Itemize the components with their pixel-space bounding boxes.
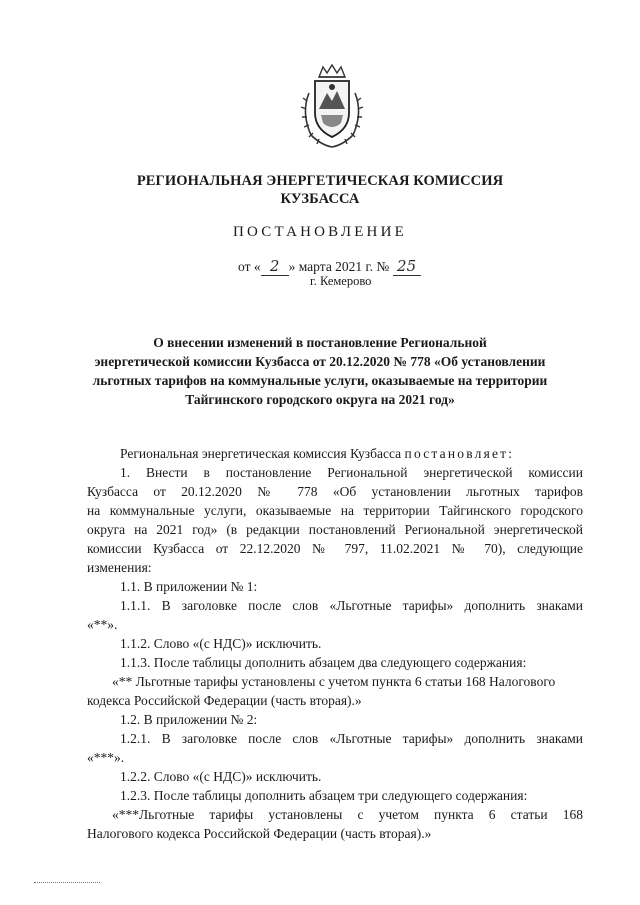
paragraph-1-line-6: изменения: bbox=[87, 560, 152, 575]
paragraph-1-1-1-line-2: «**». bbox=[87, 617, 118, 632]
intro-text: Региональная энергетическая комиссия Кузбасса bbox=[120, 446, 402, 461]
paragraph-1-2-1-line-1: 1.2.1. В заголовке после слов «Льготные тарифы» дополнить знаками bbox=[120, 731, 583, 746]
date-day-handwritten: 2 bbox=[261, 257, 289, 276]
document-title-line-2: энергетической комиссии Кузбасса от 20.12.2020 № 778 «Об установлении bbox=[94, 354, 546, 369]
kuzbass-coat-of-arms-icon bbox=[297, 63, 367, 149]
paragraph-1-2-1-line-2: «***». bbox=[87, 750, 125, 765]
document-type: ПОСТАНОВЛЕНИЕ bbox=[233, 224, 407, 240]
quote-2-line-1: «***Льготные тарифы установлены с учетом пункта 6 статьи 168 bbox=[112, 807, 583, 822]
date-prefix: от « bbox=[238, 259, 261, 274]
paragraph-1-2-3: 1.2.3. После таблицы дополнить абзацем три следующего содержания: bbox=[120, 788, 528, 803]
quote-1-line-2: кодекса Российской Федерации (часть вторая).» bbox=[87, 693, 362, 708]
document-title-line-4: Тайгинского городского округа на 2021 год» bbox=[185, 392, 455, 407]
paragraph-1-line-2: Кузбасса от 20.12.2020 № 778 «Об установлении льготных тарифов bbox=[87, 484, 583, 499]
paragraph-1-1: 1.1. В приложении № 1: bbox=[120, 579, 258, 594]
paragraph-1-line-5: комиссии Кузбасса от 22.12.2020 № 797, 11.02.2021 № 70), следующие bbox=[87, 541, 583, 556]
paragraph-1-line-3: на коммунальные услуги, оказываемые на территории Тайгинского городского bbox=[87, 503, 583, 518]
quote-1-line-1: «** Льготные тарифы установлены с учетом пункта 6 статьи 168 Налогового bbox=[112, 674, 556, 689]
paragraph-1-2: 1.2. В приложении № 2: bbox=[120, 712, 258, 727]
paragraph-1-1-1-line-1: 1.1.1. В заголовке после слов «Льготные тарифы» дополнить знаками bbox=[120, 598, 583, 613]
document-number-handwritten: 25 bbox=[393, 257, 421, 276]
paragraph-1-1-3: 1.1.3. После таблицы дополнить абзацем два следующего содержания: bbox=[120, 655, 527, 670]
organization-name-line-1: РЕГИОНАЛЬНАЯ ЭНЕРГЕТИЧЕСКАЯ КОМИССИЯ bbox=[136, 173, 504, 189]
quote-2-line-2: Налогового кодекса Российской Федерации (часть вторая).» bbox=[87, 826, 432, 841]
organization-name-line-2: КУЗБАССА bbox=[280, 191, 360, 207]
paragraph-1-line-1: 1. Внести в постановление Региональной энергетической комиссии bbox=[120, 465, 583, 480]
document-title-line-1: О внесении изменений в постановление Региональной bbox=[153, 335, 487, 350]
intro-resolves: постановляет: bbox=[404, 446, 515, 461]
footer-dotted-line bbox=[34, 882, 100, 883]
city: г. Кемерово bbox=[310, 274, 372, 288]
paragraph-1-1-2: 1.1.2. Слово «(с НДС)» исключить. bbox=[120, 636, 322, 651]
document-title-line-3: льготных тарифов на коммунальные услуги, оказываемые на территории bbox=[92, 373, 548, 388]
intro-line bbox=[120, 446, 514, 462]
date-middle: » марта 2021 г. № bbox=[288, 259, 390, 274]
paragraph-1-2-2: 1.2.2. Слово «(с НДС)» исключить. bbox=[120, 769, 322, 784]
paragraph-1-line-4: округа на 2021 год» (в редакции постановлений Региональной энергетической bbox=[87, 522, 583, 537]
